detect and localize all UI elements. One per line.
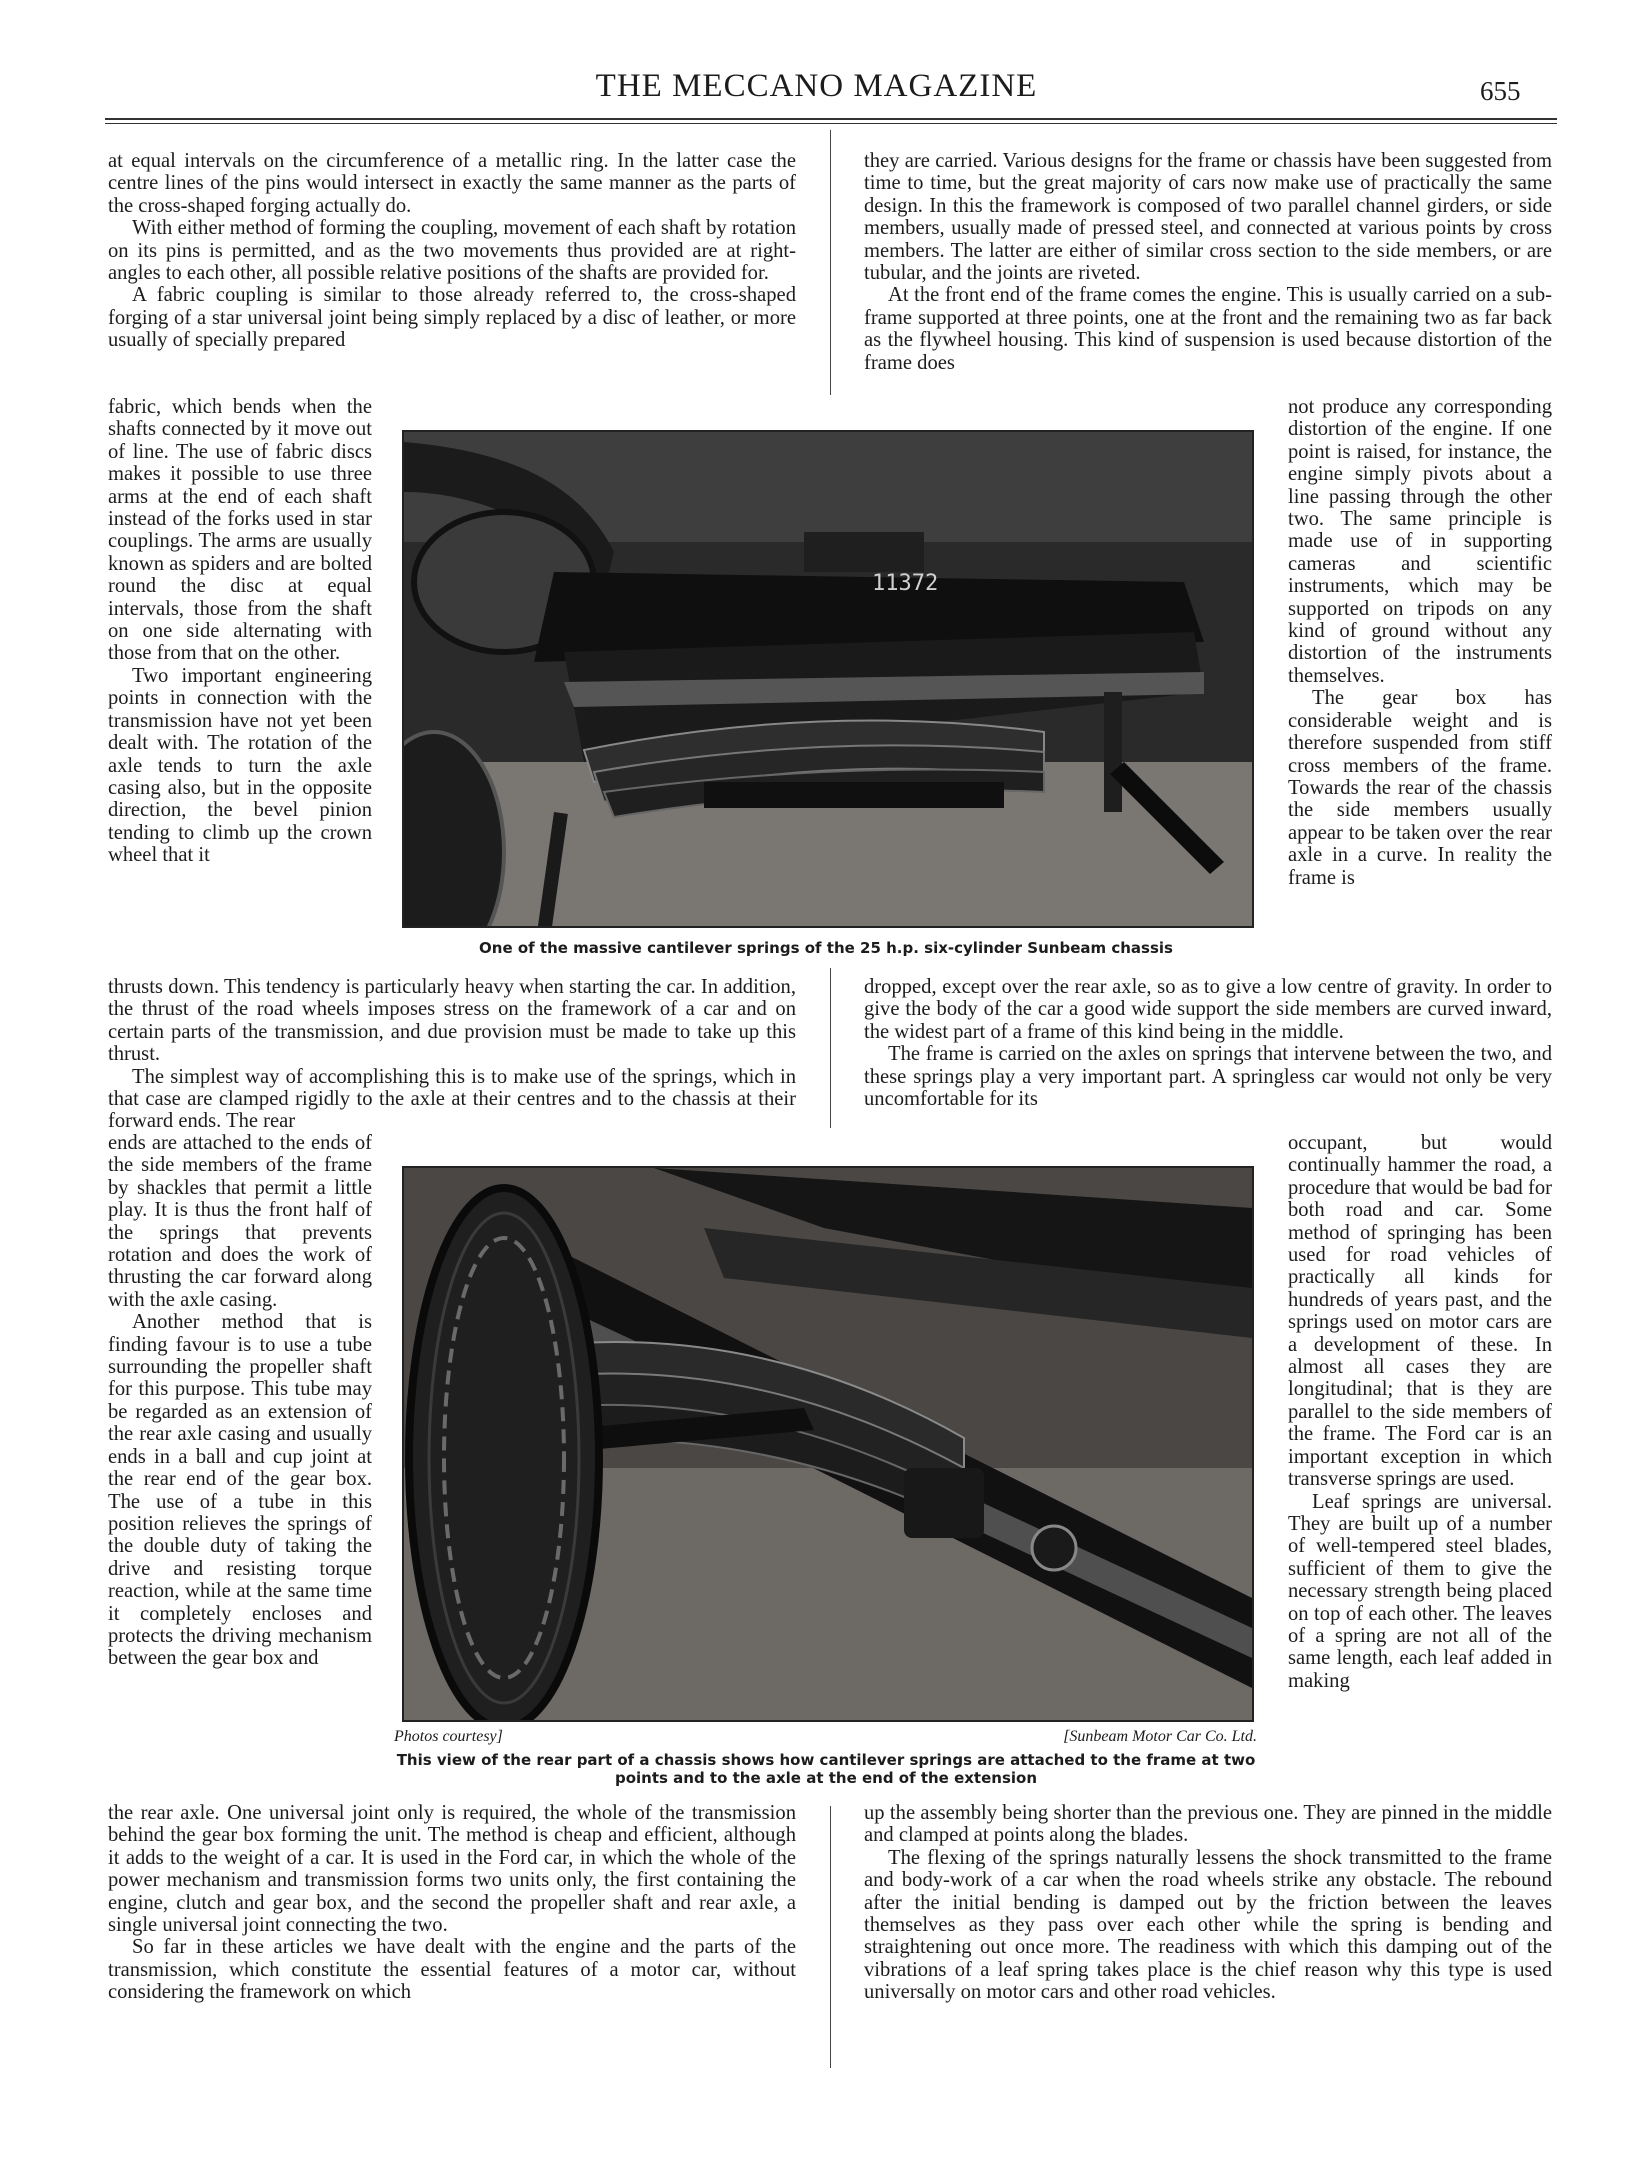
paragraph: The simplest way of accomplishing this is to make use of the springs, which in that case are clamped rigidly to the axle at their centres and to the chassis at their forward ends. The rear [108,1065,796,1133]
paragraph: dropped, except over the rear axle, so as to give a low centre of gravity. In order to give the body of the car a good wide support the side members are curved inward, the widest part of a frame of this kind being in the middle. [864,976,1552,1043]
text-block-right-wrap-2 [1288,1132,1552,1692]
text-block-right-mid [864,976,1552,1110]
paragraph: ends are attached to the ends of the side members of the frame by shackles that permit a little play. It is thus the front half of the springs that prevents rotation and does the work of thrusting the car forward along with the axle casing. [108,1132,372,1311]
paragraph: up the assembly being shorter than the previous one. They are pinned in the middle and clamped at points along the blades. [864,1802,1552,1847]
paragraph: Leaf springs are universal. They are built up of a number of well-tempered steel blades, sufficient of them to give the necessary strength being placed on top of each other. The leaves of a spring are not all of the same length, each leaf added in making [1288,1490,1552,1692]
text-block-right-top [864,150,1552,374]
paragraph: A fabric coupling is similar to those already referred to, the cross-shaped forging of a star universal joint being simply replaced by a disc of leather, or more usually of specially prepared [108,284,796,352]
paragraph: thrusts down. This tendency is particularly heavy when starting the car. In addition, the thrust of the road wheels imposes stress on the framework of a car and on certain parts of the transmission, and due provision must be made to take up this thrust. [108,976,796,1066]
paragraph: The frame is carried on the axles on springs that intervene between the two, and these springs play a very important part. A springless car would not only be very uncomfortable for its [864,1043,1552,1111]
text-block-right-wrap-1 [1288,396,1552,889]
magazine-title: THE MECCANO MAGAZINE [595,68,1038,104]
paragraph: Two important engineering points in connection with the transmission have not yet been dealt with. The rotation of the axle tends to turn the axle casing also, but in the opposite direction, the bevel pinion tending to climb up the crown wheel that it [108,664,372,867]
text-block-right-bottom [864,1802,1552,2004]
paragraph: With either method of forming the coupling, movement of each shaft by rotation on its pins is permitted, and as the two movements thus provided are at right-angles to each other, all possible relative positions of the shafts are provided for. [108,217,796,285]
paragraph: fabric, which bends when the shafts connected by it move out of line. The use of fabric discs makes it possible to use three arms at the end of each shaft instead of the forks used in star couplings. The arms are usually known as spiders and are bolted round the disc at equal intervals, those from the shaft on one side alternating with those from that on the other. [108,396,372,665]
paragraph: the rear axle. One universal joint only is required, the whole of the transmission behind the gear box forming the unit. The method is cheap and efficient, although it adds to the weight of a car. It is used in the Ford car, in which the whole of the power mechanism and transmission forms two units only, the first containing the engine, clutch and gear box, and the second the propeller shaft and rear axle, a single universal joint connecting the two. [108,1802,796,1937]
paragraph: The flexing of the springs naturally lessens the shock transmitted to the frame and body-work of a car when the road wheels strike any obstacle. The rebound after the initial bending is damped out by the friction between the leaves themselves as they pass over each other while the spring is bending and straightening out once more. The readiness with which this damping out of the vibrations of a leaf spring takes place is the chief reason why this type is used universally on motor cars and other road vehicles. [864,1846,1552,2004]
paragraph: The gear box has considerable weight and is therefore suspended from stiff cross members of the frame. Towards the rear of the chassis the side members usually appear to be taken over the rear axle in a curve. In reality the frame is [1288,687,1552,889]
photo-illustration [404,1168,1252,1720]
chassis-spring-photo [402,430,1254,928]
paragraph: at equal intervals on the circumference of a metallic ring. In the latter case the centre lines of the pins would intersect in exactly the same manner as the parts of the cross-shaped forging actually do. [108,150,796,217]
column-divider-middle [830,968,831,1128]
paragraph: At the front end of the frame comes the engine. This is usually carried on a sub-frame supported at three points, one at the front and the remaining two as far back as the flywheel housing. This kind of suspension is used because distortion of the frame does [864,284,1552,374]
header-rule [105,118,1557,120]
rear-chassis-photo [402,1166,1254,1722]
photo-illustration [404,432,1252,926]
photo-credit-right: [Sunbeam Motor Car Co. Ltd. [1063,1728,1257,1745]
header-rule-thin [105,123,1557,124]
paragraph: not produce any corresponding distortion of the engine. If one point is raised, for instance, the engine simply pivots about a line passing through the other two. The same principle is made use of in supporting cameras and scientific instruments, which may be supported on tripods on any kind of ground without any distortion of the instruments themselves. [1288,396,1552,687]
figure-1-caption: One of the massive cantilever springs of the 25 h.p. six-cylinder Sunbeam chassis [479,939,1173,957]
text-block-left-top [108,150,796,352]
column-divider-top [830,130,831,395]
text-block-left-wrap-2 [108,1132,372,1670]
paragraph: Another method that is finding favour is to use a tube surrounding the propeller shaft for this purpose. This tube may be regarded as an extension of the rear axle casing and usually ends in a ball and cup joint at the rear end of the gear box. The use of a tube in this position relieves the springs of the double duty of taking the drive and resisting torque reaction, while at the same time it completely encloses and protects the driving mechanism between the gear box and [108,1311,372,1670]
page-number: 655 [1480,76,1521,106]
figure-2-caption: This view of the rear part of a chassis shows how cantilever springs are attached to the frame at two points and to the axle at the end of the extension [396,1751,1256,1787]
photo-credit-left: Photos courtesy] [394,1728,503,1745]
paragraph: So far in these articles we have dealt with the engine and the parts of the transmission, which constitute the essential features of a motor car, without considering the framework on which [108,1936,796,2004]
paragraph: occupant, but would continually hammer the road, a procedure that would be bad for both road and car. Some method of springing has been used for road vehicles of practically all kinds for hundreds of years past, and the springs used on motor cars are a development of these. In almost all cases they are longitudinal; that is they are parallel to the side members of the frame. The Ford car is an important exception in which transverse springs are used. [1288,1132,1552,1491]
paragraph: they are carried. Various designs for the frame or chassis have been suggested from time to time, but the great majority of cars now make use of practically the same design. In this the framework is composed of two parallel channel girders, or side members, usually made of pressed steel, and connected at various points by cross members. The latter are either of similar cross section to the side members, or are tubular, and the joints are riveted. [864,150,1552,285]
column-divider-bottom [830,1806,831,2068]
text-block-left-wrap-1 [108,396,372,867]
text-block-left-mid [108,976,796,1133]
plate-number: 11372 [872,571,939,596]
text-block-left-bottom [108,1802,796,2004]
